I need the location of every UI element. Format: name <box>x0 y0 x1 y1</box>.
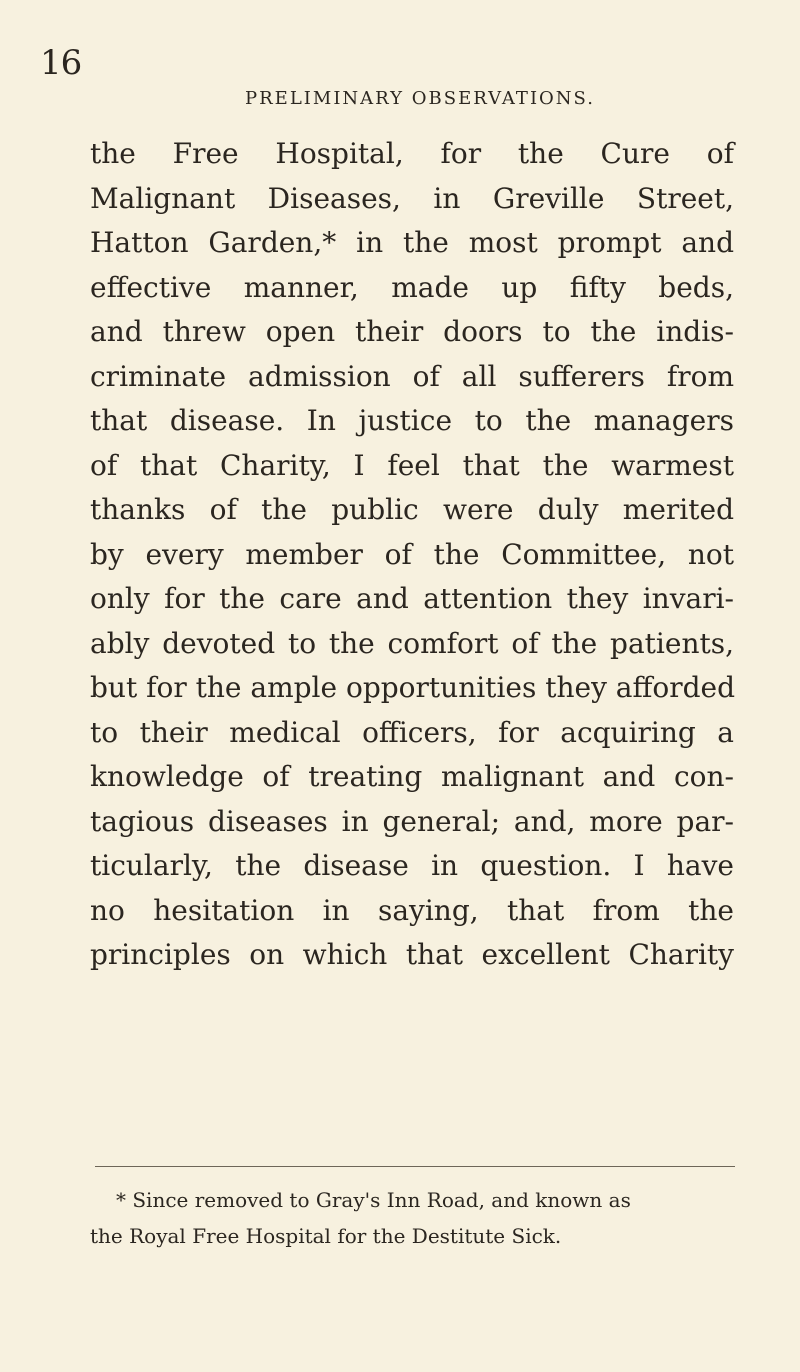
text-line: ticularly, the disease in question. I have <box>90 849 734 882</box>
footnote-divider <box>95 1166 735 1167</box>
text-line: of that Charity, I feel that the warmest <box>90 448 734 482</box>
text-line: but for the ample opportunities they afforded <box>90 671 736 704</box>
text-line: effective manner, made up fifty beds, <box>90 270 734 304</box>
text-line: and threw open their doors to the indis- <box>90 315 734 348</box>
text-line: knowledge of treating malignant and con- <box>90 760 734 793</box>
footnote <box>90 1182 744 1254</box>
text-line: to their medical officers, for acquiring a <box>90 715 734 749</box>
text-line: thanks of the public were duly merited <box>90 493 734 526</box>
text-line: principles on which that excellent Charity <box>90 938 734 971</box>
text-line: no hesitation in saying, that from the <box>90 893 734 927</box>
body-text <box>90 132 734 978</box>
text-line: tagious diseases in general; and, more par- <box>90 804 734 838</box>
footnote-line: * Since removed to Gray's Inn Road, and known as <box>116 1188 631 1212</box>
text-line: the Free Hospital, for the Cure of <box>90 137 734 170</box>
text-line: Malignant Diseases, in Greville Street, <box>90 181 734 215</box>
page-number: 16 <box>40 43 82 83</box>
running-title: PRELIMINARY OBSERVATIONS. <box>245 88 595 109</box>
text-line: criminate admission of all sufferers from <box>90 359 734 393</box>
text-line: by every member of the Committee, not <box>90 537 734 571</box>
footnote-line: the Royal Free Hospital for the Destitute Sick. <box>90 1224 562 1248</box>
text-line: ably devoted to the comfort of the patients, <box>90 626 734 660</box>
text-line: that disease. In justice to the managers <box>90 404 734 437</box>
text-line: Hatton Garden,* in the most prompt and <box>90 226 734 259</box>
text-line: only for the care and attention they invari- <box>90 582 734 615</box>
